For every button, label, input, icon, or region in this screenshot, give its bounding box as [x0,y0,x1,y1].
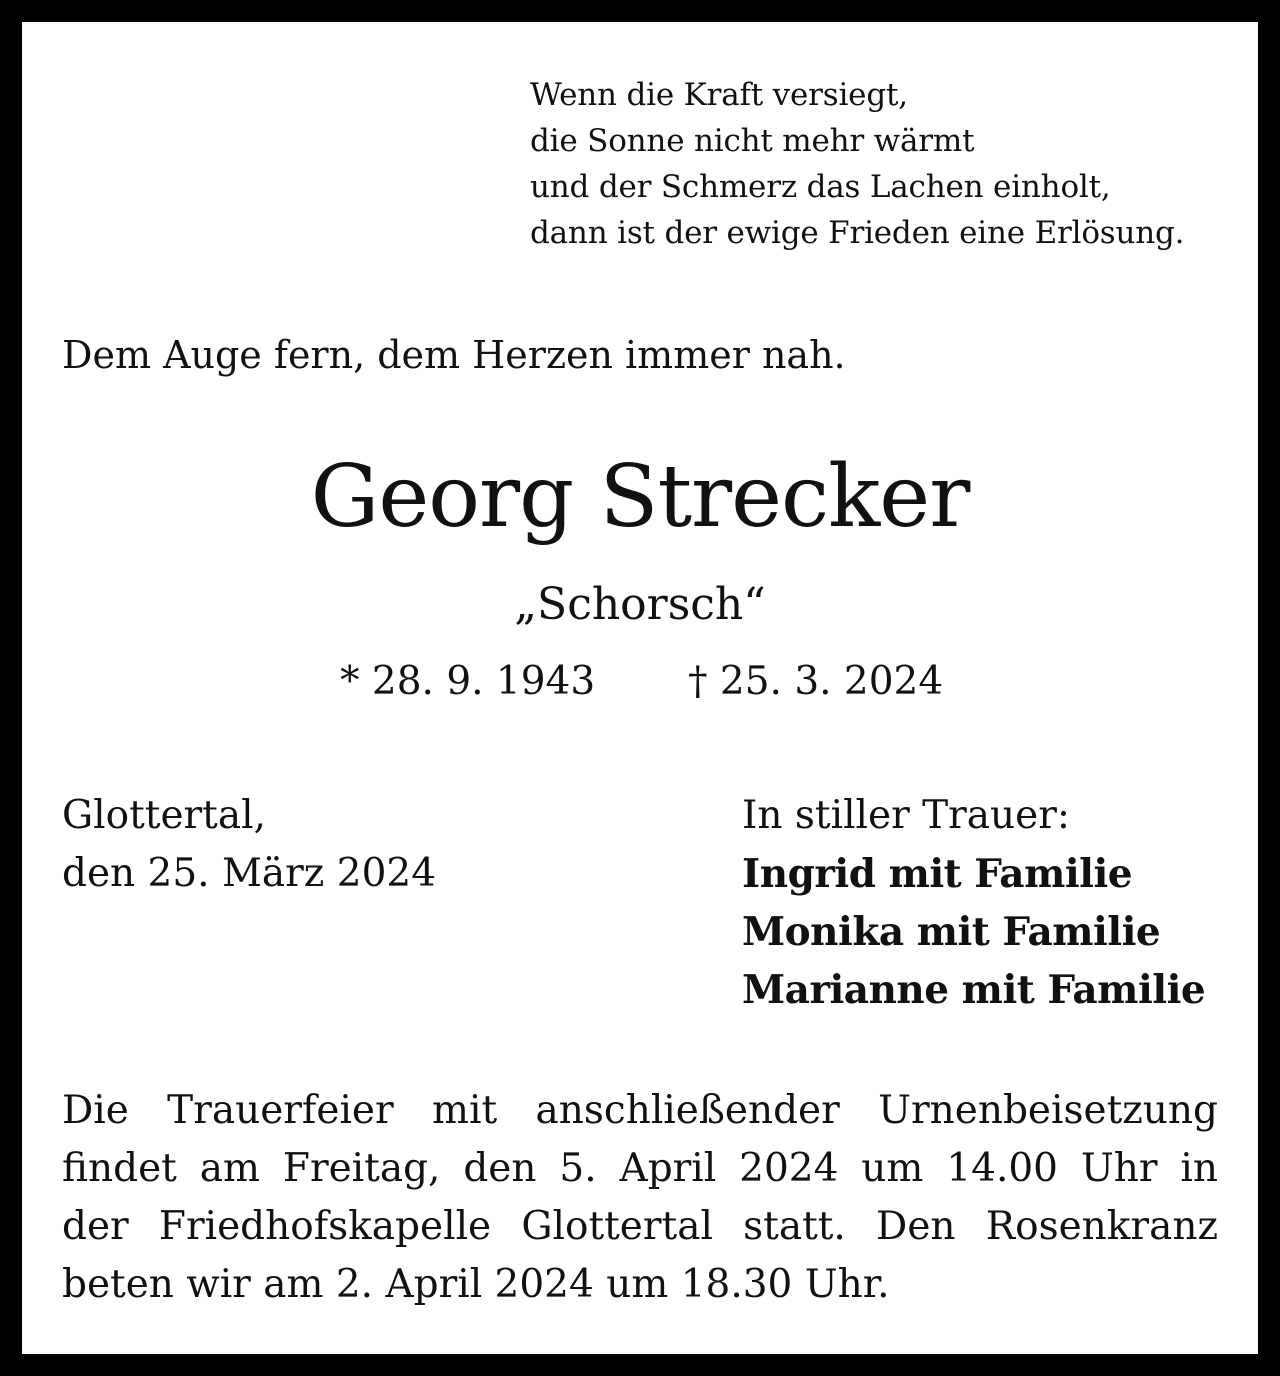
mourners-intro: In stiller Trauer: [742,793,1071,838]
notice-line: findet am Freitag, den 5. April 2024 um 14.00 Uhr in [62,1146,1218,1191]
mourner-family: Ingrid mit Familie [742,851,1133,897]
notice-line: beten wir am 2. April 2024 um 18.30 Uhr. [62,1262,890,1307]
notice-line: Die Trauerfeier mit anschließender Urnenbeisetzung [62,1088,1218,1133]
place: Glottertal, [62,793,266,838]
deceased-name: Georg Strecker [310,447,970,547]
place-and-date [62,787,436,903]
mourners [742,787,1205,1019]
death-date: † 25. 3. 2024 [688,659,944,704]
poem [530,72,1184,256]
notice-line: der Friedhofskapelle Glottertal statt. Den Rosenkranz [62,1204,1218,1249]
poem-line: die Sonne nicht mehr wärmt [530,123,975,159]
poem-line: Wenn die Kraft versiegt, [530,77,908,113]
funeral-notice [62,1082,1218,1314]
obituary-notice [22,22,1258,1354]
mourner-family: Monika mit Familie [742,909,1161,955]
deceased-nickname: „Schorsch“ [514,579,766,630]
mourner-family: Marianne mit Familie [742,967,1206,1013]
poem-line: dann ist der ewige Frieden eine Erlösung. [530,215,1185,251]
motto: Dem Auge fern, dem Herzen immer nah. [62,333,846,377]
date: den 25. März 2024 [62,851,437,896]
poem-line: und der Schmerz das Lachen einholt, [530,169,1111,205]
birth-date: * 28. 9. 1943 [340,659,596,704]
